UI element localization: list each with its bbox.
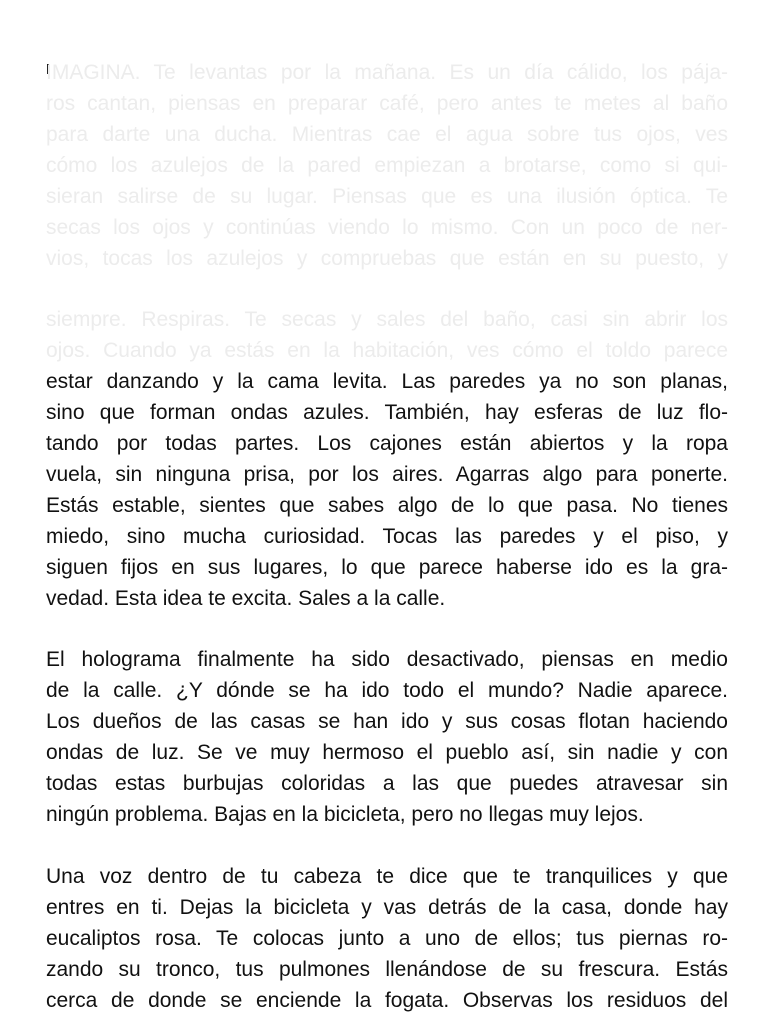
document-page [46,0,728,1024]
text-line: vios, tocas los azulejos y compruebas que están en su puesto, y [46,247,728,270]
paragraph-1 [46,57,728,274]
text-line: secas los ojos y continúas viendo lo mismo. Con un poco de ner- [46,216,728,239]
text-line: estar danzando y la cama levita. Las paredes ya no son planas, [46,370,728,393]
text-line: ros cantan, piensas en preparar café, pero antes te metes al baño [46,92,728,115]
text-line: siguen fijos en sus lugares, lo que parece haberse ido es la gra- [46,556,728,579]
text-line: ondas de luz. Se ve muy hermoso el pueblo así, sin nadie y con [46,741,728,764]
text-line: sino que forman ondas azules. También, hay esferas de luz flo- [46,401,728,424]
text-line: tando por todas partes. Los cajones están abiertos y la ropa [46,432,728,455]
text-line: miedo, sino mucha curiosidad. Tocas las paredes y el piso, y [46,525,728,548]
text-line: vuela, sin ninguna prisa, por los aires. Agarras algo para ponerte. [46,463,728,486]
paragraph-4 [46,861,728,1016]
text-line: ningún problema. Bajas en la bicicleta, pero no llegas muy lejos. [46,803,644,826]
text-line: El holograma finalmente ha sido desactivado, piensas en medio [46,648,728,671]
text-line: de la calle. ¿Y dónde se ha ido todo el mundo? Nadie aparece. [46,679,728,702]
text-line: zando su tronco, tus pulmones llenándose de su frescura. Estás [46,958,728,981]
text-line: para darte una ducha. Mientras cae el agua sobre tus ojos, ves [46,123,728,146]
text-line: cerca de donde se enciende la fogata. Observas los residuos del [46,989,728,1012]
text-line: vedad. Esta idea te excita. Sales a la calle. [46,587,446,610]
text-line: eucaliptos rosa. Te colocas junto a uno de ellos; tus piernas ro- [46,927,728,950]
text-line: IMAGINA. Te levantas por la mañana. Es un día cálido, los pája- [46,61,728,84]
text-line: todas estas burbujas coloridas a las que puedes atravesar sin [46,772,728,795]
text-line: Una voz dentro de tu cabeza te dice que te tranquilices y que [46,865,728,888]
text-line: Estás estable, sientes que sabes algo de lo que pasa. No tienes [46,494,728,517]
text-line: ojos. Cuando ya estás en la habitación, ves cómo el toldo parece [46,339,728,362]
text-line: sieran salirse de su lugar. Piensas que es una ilusión óptica. Te [46,185,728,208]
text-line: Los dueños de las casas se han ido y sus cosas flotan haciendo [46,710,728,733]
paragraph-2 [46,304,728,614]
text-line: entres en ti. Dejas la bicicleta y vas detrás de la casa, donde hay [46,896,728,919]
text-line: cómo los azulejos de la pared empiezan a brotarse, como si qui- [46,154,728,177]
paragraph-3 [46,644,728,830]
text-line: siempre. Respiras. Te secas y sales del baño, casi sin abrir los [46,308,728,331]
